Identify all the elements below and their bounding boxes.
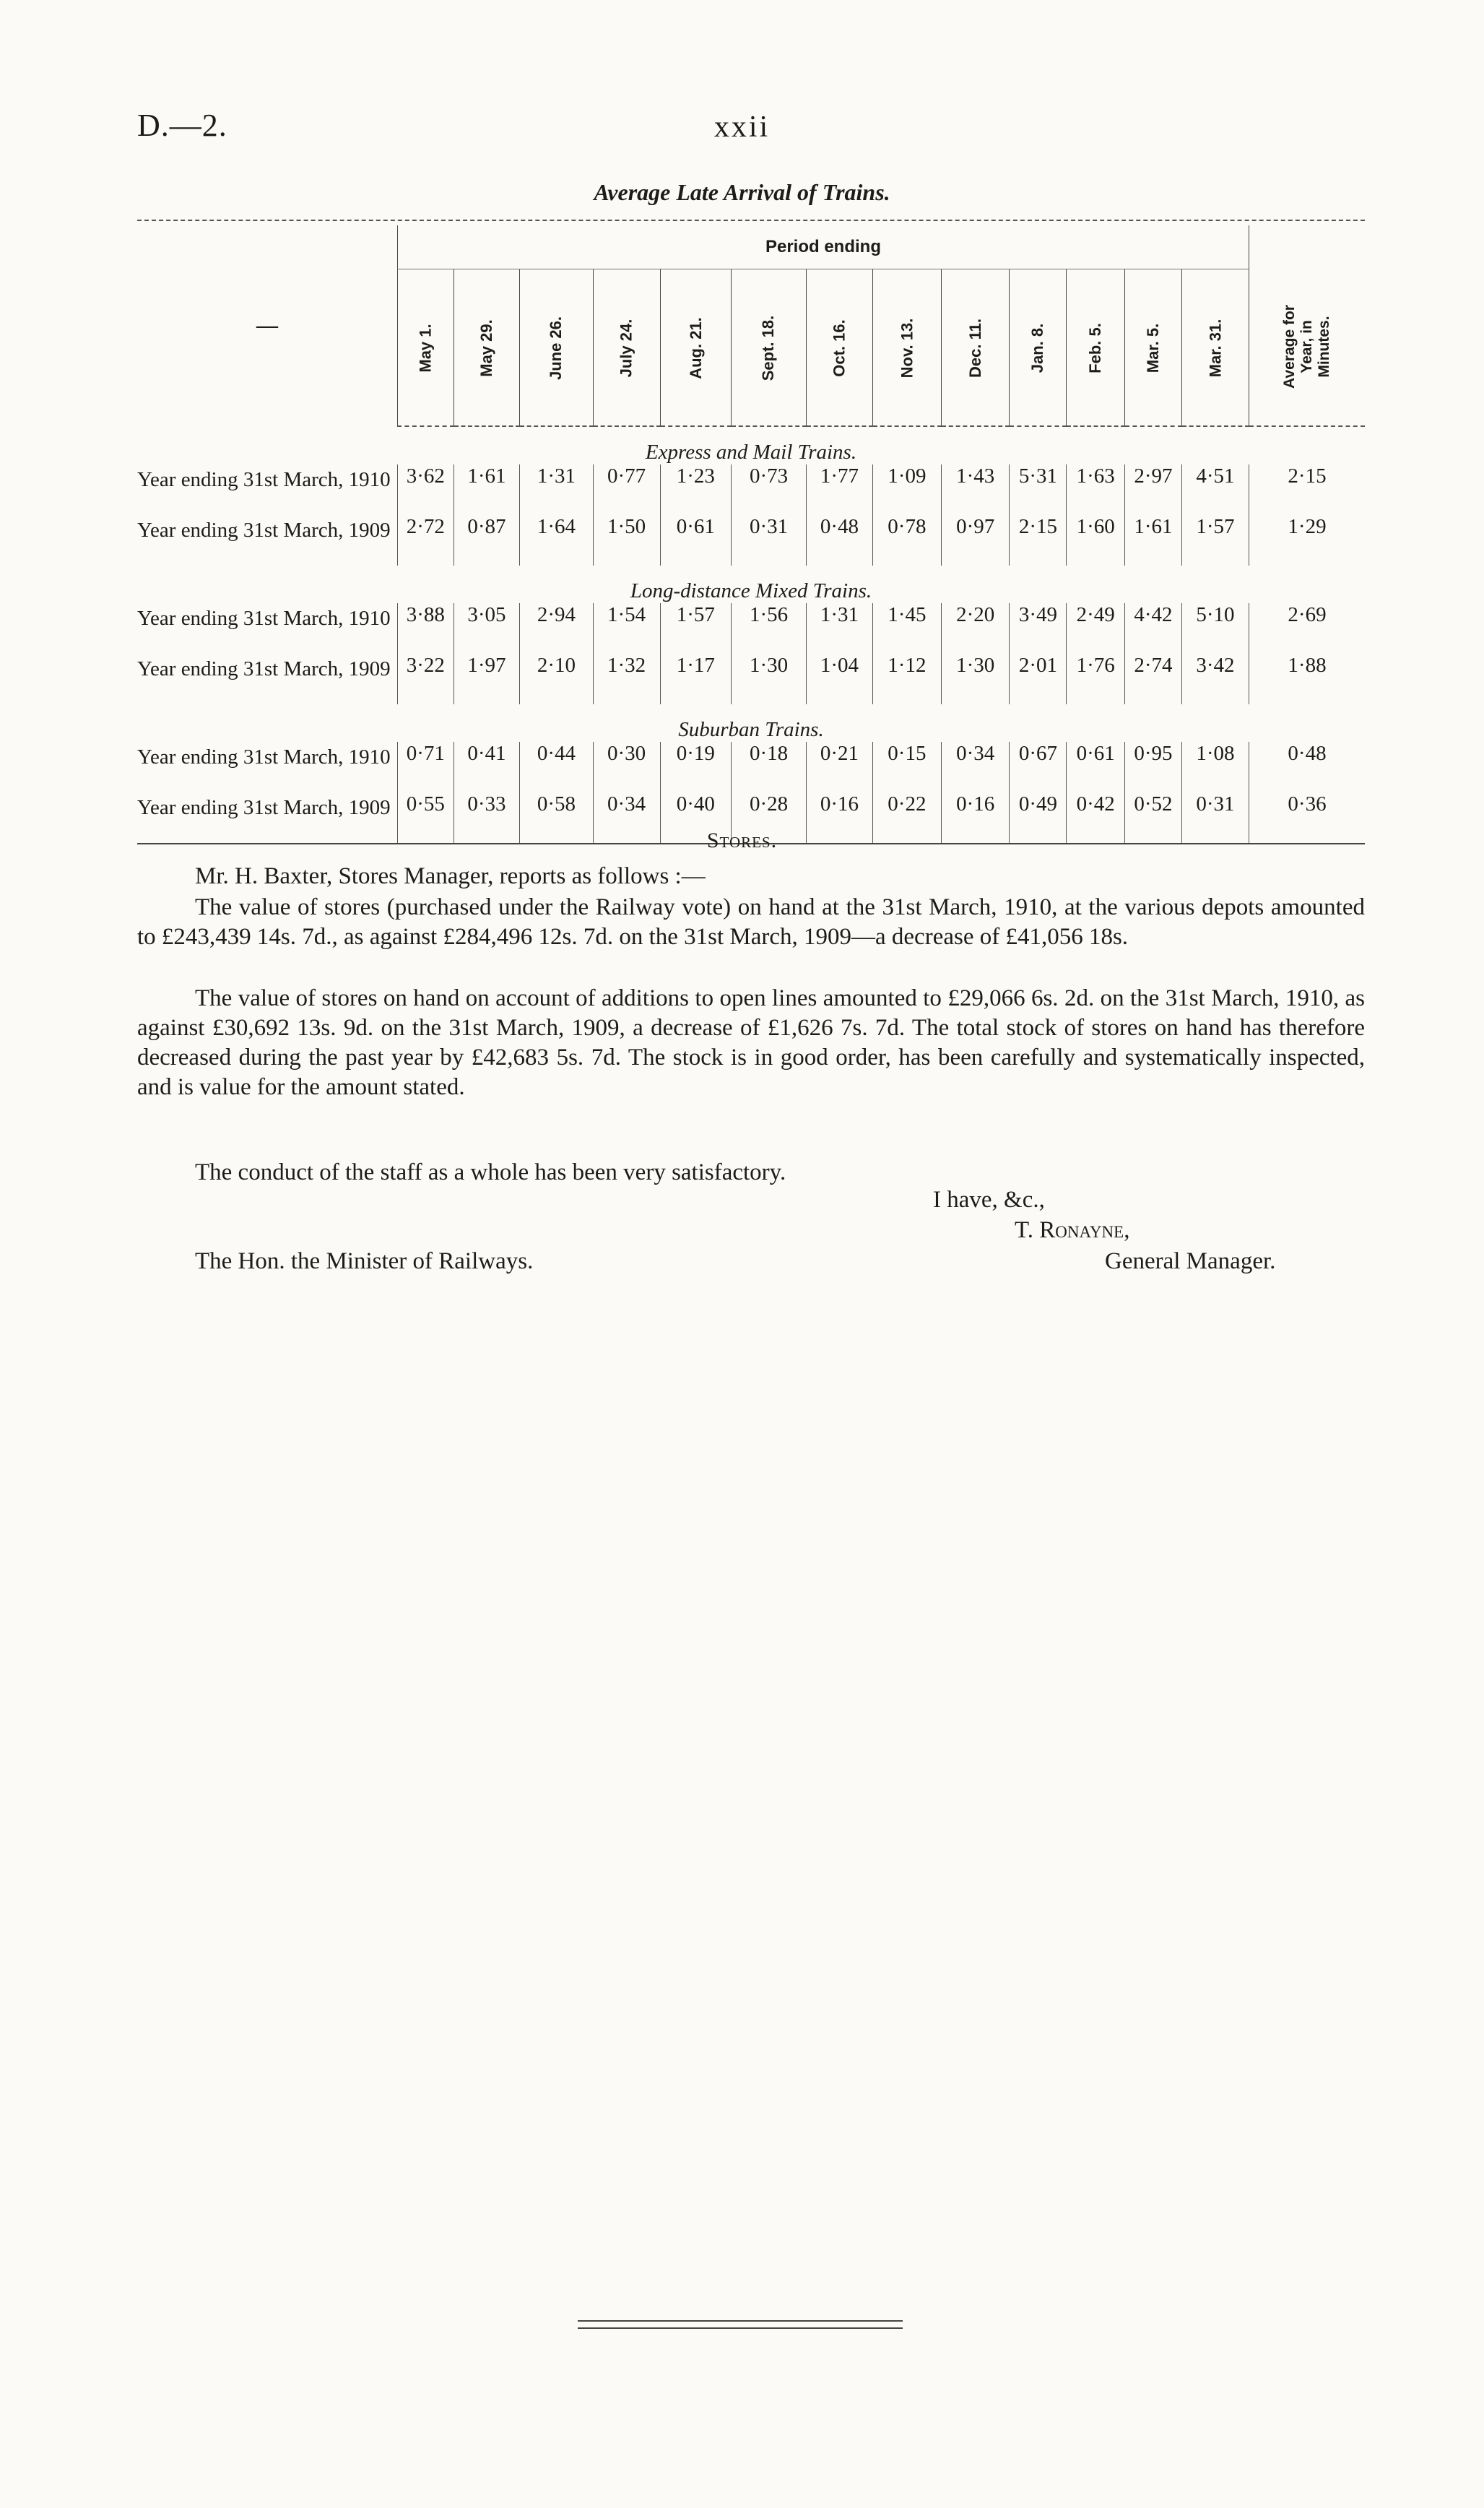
stores-heading: Stores. <box>706 829 778 852</box>
value-cell: 2·94 <box>520 603 593 654</box>
value-cell: 0·61 <box>1067 742 1124 792</box>
value-cell: 0·28 <box>732 792 807 844</box>
table-row <box>137 742 1365 792</box>
value-cell: 0·95 <box>1124 742 1181 792</box>
value-cell: 2·15 <box>1010 515 1067 566</box>
value-cell: 2·20 <box>942 603 1010 654</box>
value-cell: 0·55 <box>398 792 454 844</box>
value-cell: 1·60 <box>1067 515 1124 566</box>
value-cell: 1·45 <box>872 603 941 654</box>
value-cell: 5·10 <box>1181 603 1249 654</box>
late-arrival-table <box>137 225 1365 844</box>
value-cell: 4·51 <box>1181 464 1249 515</box>
value-cell: 2·97 <box>1124 464 1181 515</box>
value-cell: 2·49 <box>1067 603 1124 654</box>
value-cell: 1·04 <box>807 654 873 704</box>
table-row <box>137 603 1365 654</box>
column-header-7: Nov. 13. <box>872 269 941 427</box>
value-cell: 1·30 <box>732 654 807 704</box>
column-header-average: Average for Year, in Minutes. <box>1249 269 1366 427</box>
value-cell: 0·73 <box>732 464 807 515</box>
average-cell: 1·88 <box>1249 654 1366 704</box>
value-cell: 3·88 <box>398 603 454 654</box>
signatory-name: T. Ronayne, <box>1015 1217 1130 1243</box>
value-cell: 1·61 <box>1124 515 1181 566</box>
section-title: Long-distance Mixed Trains. <box>630 579 872 602</box>
value-cell: 0·78 <box>872 515 941 566</box>
row-label: Year ending 31st March, 1910 <box>137 607 391 630</box>
column-header-3: July 24. <box>593 269 660 427</box>
value-cell: 0·34 <box>593 792 660 844</box>
value-cell: 1·61 <box>454 464 520 515</box>
row-label: Year ending 31st March, 1910 <box>137 468 391 491</box>
page-reference: D.—2. <box>137 108 227 143</box>
value-cell: 3·62 <box>398 464 454 515</box>
value-cell: 0·31 <box>732 515 807 566</box>
value-cell: 2·10 <box>520 654 593 704</box>
stores-paragraph-2: The value of stores on hand on account of additions to open lines amounted to £29,066 6s. 2d. on the 31st March, 1910, as against £30,692 13s. 9d. on the 31st March, 1909, a decrease of £1,626 7s. 7d. The total stock of stores on hand has therefore decreased during the past year by £42,683 5s. 7d. The stock is in good order, has been carefully and systematically inspected, and is value for the amount stated. <box>137 985 1365 1100</box>
table-top-rule <box>137 220 1365 221</box>
value-cell: 0·16 <box>807 792 873 844</box>
value-cell: 1·23 <box>660 464 732 515</box>
stores-paragraph-1: The value of stores (purchased under the Railway vote) on hand at the 31st March, 1910, at the various depots amounted to £243,439 14s. 7d., as against £284,496 12s. 7d. on the 31st March, 1909—a decrease of £41,056 18s. <box>137 894 1365 950</box>
value-cell: 3·22 <box>398 654 454 704</box>
value-cell: 0·42 <box>1067 792 1124 844</box>
column-header-1: May 29. <box>454 269 520 427</box>
row-label: Year ending 31st March, 1910 <box>137 745 391 769</box>
value-cell: 1·56 <box>732 603 807 654</box>
value-cell: 0·18 <box>732 742 807 792</box>
closing-have: I have, &c., <box>933 1187 1045 1213</box>
value-cell: 0·21 <box>807 742 873 792</box>
average-cell: 2·69 <box>1249 603 1366 654</box>
value-cell: 3·42 <box>1181 654 1249 704</box>
value-cell: 0·22 <box>872 792 941 844</box>
value-cell: 0·58 <box>520 792 593 844</box>
column-header-6: Oct. 16. <box>807 269 873 427</box>
value-cell: 0·97 <box>942 515 1010 566</box>
value-cell: 0·41 <box>454 742 520 792</box>
table-row <box>137 464 1365 515</box>
column-header-10: Feb. 5. <box>1067 269 1124 427</box>
value-cell: 0·61 <box>660 515 732 566</box>
value-cell: 1·57 <box>1181 515 1249 566</box>
row-label: Year ending 31st March, 1909 <box>137 657 391 680</box>
value-cell: 1·12 <box>872 654 941 704</box>
average-cell: 2·15 <box>1249 464 1366 515</box>
value-cell: 3·05 <box>454 603 520 654</box>
value-cell: 1·50 <box>593 515 660 566</box>
value-cell: 1·76 <box>1067 654 1124 704</box>
value-cell: 1·64 <box>520 515 593 566</box>
value-cell: 0·30 <box>593 742 660 792</box>
value-cell: 2·01 <box>1010 654 1067 704</box>
value-cell: 0·15 <box>872 742 941 792</box>
value-cell: 1·31 <box>807 603 873 654</box>
table-title: Average Late Arrival of Trains. <box>594 179 890 205</box>
section-row <box>137 704 1365 742</box>
row-label: Year ending 31st March, 1909 <box>137 519 391 542</box>
value-cell: 1·31 <box>520 464 593 515</box>
value-cell: 0·44 <box>520 742 593 792</box>
value-cell: 0·33 <box>454 792 520 844</box>
value-cell: 1·09 <box>872 464 941 515</box>
period-ending-header: Period ending <box>398 225 1249 269</box>
value-cell: 1·32 <box>593 654 660 704</box>
value-cell: 1·63 <box>1067 464 1124 515</box>
value-cell: 0·52 <box>1124 792 1181 844</box>
section-row <box>137 426 1365 464</box>
value-cell: 1·43 <box>942 464 1010 515</box>
value-cell: 0·87 <box>454 515 520 566</box>
value-cell: 3·49 <box>1010 603 1067 654</box>
page-number: xxii <box>713 111 771 144</box>
table-row <box>137 654 1365 704</box>
column-header-2: June 26. <box>520 269 593 427</box>
average-cell: 0·48 <box>1249 742 1366 792</box>
column-header-4: Aug. 21. <box>660 269 732 427</box>
value-cell: 1·54 <box>593 603 660 654</box>
value-cell: 1·97 <box>454 654 520 704</box>
table-row <box>137 515 1365 566</box>
value-cell: 2·72 <box>398 515 454 566</box>
end-rule <box>578 2320 903 2329</box>
value-cell: 1·30 <box>942 654 1010 704</box>
addressee: The Hon. the Minister of Railways. <box>195 1248 534 1274</box>
value-cell: 0·77 <box>593 464 660 515</box>
section-row <box>137 566 1365 603</box>
column-header-11: Mar. 5. <box>1124 269 1181 427</box>
value-cell: 1·57 <box>660 603 732 654</box>
value-cell: 0·16 <box>942 792 1010 844</box>
conduct-statement: The conduct of the staff as a whole has been very satisfactory. <box>195 1159 786 1185</box>
stores-intro: Mr. H. Baxter, Stores Manager, reports as follows :— <box>195 863 706 889</box>
value-cell: 5·31 <box>1010 464 1067 515</box>
column-header-0: May 1. <box>398 269 454 427</box>
value-cell: 1·77 <box>807 464 873 515</box>
value-cell: 0·34 <box>942 742 1010 792</box>
column-header-8: Dec. 11. <box>942 269 1010 427</box>
signatory-position: General Manager. <box>1105 1248 1276 1274</box>
section-title: Express and Mail Trains. <box>645 441 857 464</box>
value-cell: 0·48 <box>807 515 873 566</box>
value-cell: 0·67 <box>1010 742 1067 792</box>
column-header-9: Jan. 8. <box>1010 269 1067 427</box>
value-cell: 4·42 <box>1124 603 1181 654</box>
average-cell: 0·36 <box>1249 792 1366 844</box>
value-cell: 0·71 <box>398 742 454 792</box>
column-header-12: Mar. 31. <box>1181 269 1249 427</box>
value-cell: 2·74 <box>1124 654 1181 704</box>
column-header-5: Sept. 18. <box>732 269 807 427</box>
value-cell: 0·40 <box>660 792 732 844</box>
value-cell: 1·17 <box>660 654 732 704</box>
section-title: Suburban Trains. <box>678 718 824 741</box>
average-cell: 1·29 <box>1249 515 1366 566</box>
value-cell: 0·19 <box>660 742 732 792</box>
value-cell: 0·31 <box>1181 792 1249 844</box>
table-corner: — <box>256 314 278 337</box>
row-label: Year ending 31st March, 1909 <box>137 792 398 844</box>
value-cell: 1·08 <box>1181 742 1249 792</box>
value-cell: 0·49 <box>1010 792 1067 844</box>
